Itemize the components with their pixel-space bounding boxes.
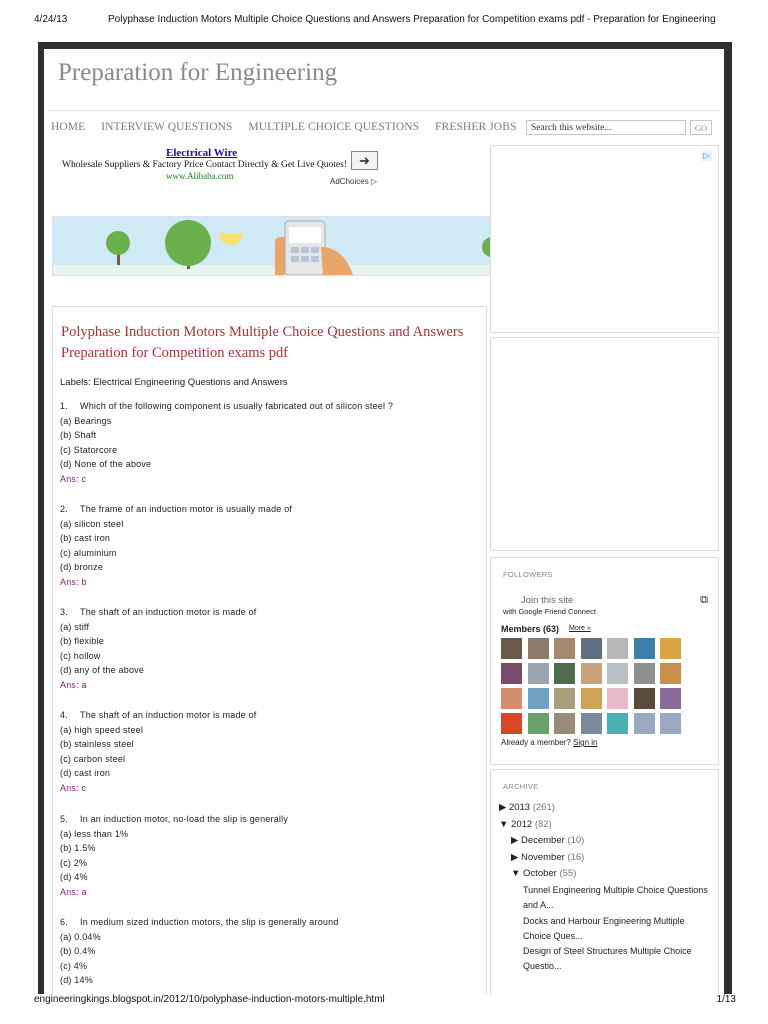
member-avatar[interactable]	[581, 638, 602, 659]
archive-post-link[interactable]: Tunnel Engineering Multiple Choice Questions and A...	[523, 885, 708, 910]
answer-option: (d) 14%	[60, 975, 93, 986]
question-text: 3. The shaft of an induction motor is made of	[60, 607, 257, 617]
ad-choices[interactable]: AdChoices ▷	[330, 177, 378, 186]
question-text: 4. The shaft of an induction motor is made of	[60, 710, 257, 720]
question-block	[60, 605, 480, 693]
arrow-right-icon: ➜	[359, 153, 370, 168]
header-divider	[48, 110, 720, 111]
answer-option: (c) 2%	[60, 857, 88, 868]
answer-option: (c) aluminium	[60, 547, 117, 558]
search-go-button[interactable]: GO	[690, 120, 712, 135]
answer-option: (b) 1.5%	[60, 843, 96, 854]
answer-option: (a) less than 1%	[60, 828, 129, 839]
ad-title[interactable]: Electrical Wire	[166, 147, 238, 159]
answer-key: Ans: a	[60, 679, 87, 690]
question-block	[60, 915, 480, 988]
answer-option: (b) cast iron	[60, 533, 111, 544]
nav-fresher-jobs[interactable]: FRESHER JOBS	[435, 121, 517, 133]
archive-widget	[490, 769, 719, 994]
member-avatar[interactable]	[581, 663, 602, 684]
member-avatar[interactable]	[660, 713, 681, 734]
archive-month-october[interactable]: ▼ October (55)	[511, 868, 577, 879]
followers-widget	[490, 557, 719, 765]
answer-key: Ans: b	[60, 576, 87, 587]
answer-option: (b) flexible	[60, 636, 104, 647]
member-avatar[interactable]	[501, 688, 522, 709]
text-ad	[54, 147, 384, 189]
join-site-link[interactable]: Join this site	[521, 595, 574, 606]
print-page-title: Polyphase Induction Motors Multiple Choice Questions and Answers Preparation for Competition exams pdf - Preparation for Engineering	[108, 14, 716, 25]
answer-option: (a) Bearings	[60, 415, 112, 426]
print-date: 4/24/13	[34, 14, 68, 25]
member-avatar[interactable]	[528, 638, 549, 659]
nav-home[interactable]: HOME	[51, 121, 86, 133]
search-input[interactable]: Search this website...	[526, 120, 686, 135]
answer-option: (b) stainless steel	[60, 739, 134, 750]
question-text: 5. In an induction motor, no-load the slip is generally	[60, 814, 289, 824]
answer-key: Ans: a	[60, 886, 87, 897]
question-text: 1. Which of the following component is usually fabricated out of silicon steel ?	[60, 401, 394, 411]
member-avatar[interactable]	[634, 663, 655, 684]
answer-option: (a) 0.04%	[60, 931, 101, 942]
label-link[interactable]: Electrical Engineering Questions and Answers	[93, 377, 288, 388]
question-text: 6. In medium sized induction motors, the slip is generally around	[60, 917, 339, 927]
member-avatar[interactable]	[554, 663, 575, 684]
already-member-text: Already a member? Sign in	[501, 738, 598, 747]
ad-description: Wholesale Suppliers & Factory Price Contact Directly & Get Live Quotes!	[62, 160, 347, 170]
member-avatar[interactable]	[607, 713, 628, 734]
ad-choices-icon: ▷	[370, 177, 378, 186]
expand-icon[interactable]: ⧉	[700, 594, 708, 606]
post-body	[52, 306, 487, 994]
archive-post-link[interactable]: Design of Steel Structures Multiple Choice Questio...	[523, 946, 692, 971]
sidebar-ad-slot-2[interactable]	[490, 337, 719, 551]
member-avatar[interactable]	[528, 663, 549, 684]
archive-month-november[interactable]: ▶ November (16)	[511, 852, 585, 863]
adchoices-icon[interactable]: ▷	[701, 151, 712, 161]
member-avatar[interactable]	[607, 688, 628, 709]
member-avatar[interactable]	[634, 638, 655, 659]
nav-interview-questions[interactable]: INTERVIEW QUESTIONS	[101, 121, 233, 133]
question-text: 2. The frame of an induction motor is usually made of	[60, 504, 293, 514]
main-nav	[51, 121, 529, 133]
archive-month-december[interactable]: ▶ December (10)	[511, 835, 585, 846]
member-avatar[interactable]	[581, 688, 602, 709]
member-avatar[interactable]	[554, 688, 575, 709]
post-labels: Labels: Electrical Engineering Questions and Answers	[60, 377, 288, 388]
member-avatar[interactable]	[501, 663, 522, 684]
answer-option: (d) 4%	[60, 872, 88, 883]
member-avatar[interactable]	[634, 713, 655, 734]
member-avatar[interactable]	[660, 638, 681, 659]
archive-post-link[interactable]: Docks and Harbour Engineering Multiple Choice Ques...	[523, 916, 685, 941]
followers-heading: FOLLOWERS	[503, 570, 553, 579]
print-url: engineeringkings.blogspot.in/2012/10/polyphase-induction-motors-multiple.html	[34, 994, 385, 1005]
member-avatar[interactable]	[554, 638, 575, 659]
answer-key: Ans: c	[60, 473, 87, 484]
expand-right-icon[interactable]: ▶	[499, 802, 507, 813]
answer-option: (a) silicon steel	[60, 518, 124, 529]
ad-arrow-button[interactable]	[351, 151, 378, 170]
member-avatar[interactable]	[554, 713, 575, 734]
friend-connect-text: with Google Friend Connect	[503, 607, 596, 616]
answer-option: (d) any of the above	[60, 665, 145, 676]
member-avatar[interactable]	[607, 638, 628, 659]
archive-heading: ARCHIVE	[503, 782, 539, 791]
answer-option: (d) None of the above	[60, 459, 152, 470]
members-count: Members (63)	[501, 624, 560, 634]
expand-right-icon[interactable]: ▶	[511, 835, 519, 846]
member-avatar[interactable]	[501, 638, 522, 659]
member-avatar[interactable]	[660, 663, 681, 684]
archive-year-2012[interactable]: ▼ 2012 (82)	[499, 819, 552, 830]
answer-option: (c) 4%	[60, 960, 88, 971]
members-more-link[interactable]: More »	[569, 625, 591, 632]
blog-page	[44, 49, 724, 994]
question-block	[60, 502, 480, 590]
archive-year-2013[interactable]: ▶ 2013 (261)	[499, 802, 555, 813]
answer-option: (a) stiff	[60, 621, 90, 632]
member-avatar[interactable]	[581, 713, 602, 734]
answer-option: (c) Statorcore	[60, 444, 118, 455]
ad-url[interactable]: www.Alibaba.com	[166, 171, 234, 181]
answer-option: (b) 0.4%	[60, 946, 96, 957]
question-block	[60, 399, 480, 487]
member-avatar[interactable]	[528, 713, 549, 734]
collapse-down-icon[interactable]: ▼	[499, 819, 509, 830]
member-avatar[interactable]	[607, 663, 628, 684]
answer-option: (b) Shaft	[60, 430, 97, 441]
answer-option: (c) hollow	[60, 650, 101, 661]
member-avatar[interactable]	[528, 688, 549, 709]
print-page-number: 1/13	[716, 994, 736, 1005]
answer-key: Ans: c	[60, 782, 87, 793]
question-block	[60, 812, 480, 900]
collapse-down-icon[interactable]: ▼	[511, 868, 521, 879]
member-avatar[interactable]	[660, 688, 681, 709]
member-avatar[interactable]	[634, 688, 655, 709]
post-title[interactable]: Polyphase Induction Motors Multiple Choice Questions and Answers Preparation for Competition exams pdf	[61, 324, 464, 361]
site-title[interactable]: Preparation for Engineering	[58, 59, 338, 86]
expand-right-icon[interactable]: ▶	[511, 852, 519, 863]
sign-in-link[interactable]: Sign in	[573, 738, 598, 747]
answer-option: (d) bronze	[60, 562, 104, 573]
nav-multiple-choice-questions[interactable]: MULTIPLE CHOICE QUESTIONS	[248, 121, 420, 133]
member-avatar[interactable]	[501, 713, 522, 734]
answer-option: (c) carbon steel	[60, 753, 126, 764]
sidebar-ad-slot-1[interactable]	[490, 145, 719, 333]
answer-option: (a) high speed steel	[60, 724, 144, 735]
answer-option: (d) cast iron	[60, 768, 111, 779]
question-block	[60, 708, 480, 796]
